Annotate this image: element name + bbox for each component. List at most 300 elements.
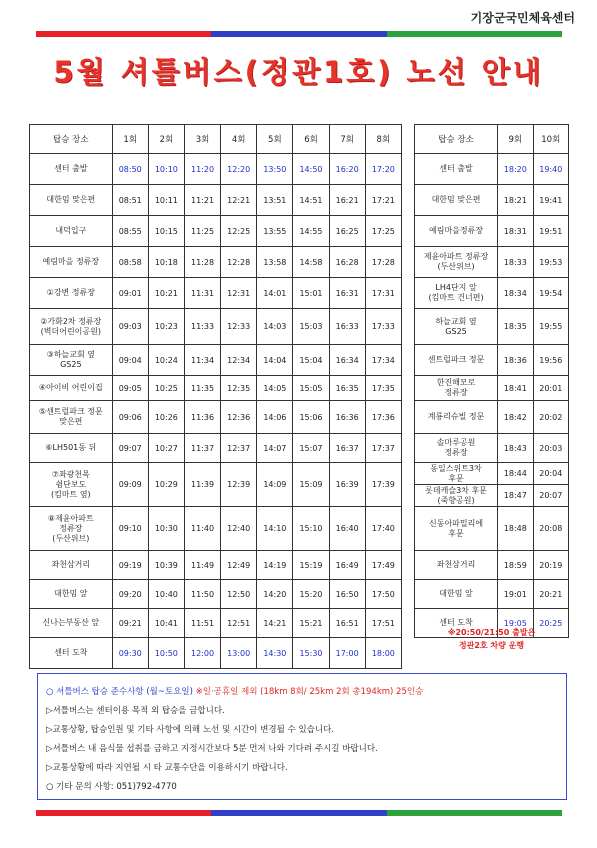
- departure-time: 16:36: [329, 401, 365, 434]
- departure-time: 20:21: [533, 580, 568, 609]
- stop-name-line: ①강변 정류장: [46, 288, 95, 297]
- table-row: [30, 638, 402, 669]
- stop-name: [30, 401, 113, 434]
- departure-time: 14:07: [257, 434, 293, 463]
- stop-name: [415, 216, 498, 247]
- departure-time: 08:55: [112, 216, 148, 247]
- table-row: [415, 278, 569, 309]
- stop-name: [30, 609, 113, 638]
- departure-time: 14:50: [293, 154, 329, 185]
- departure-time: 11:36: [184, 401, 220, 434]
- departure-time: 20:07: [533, 485, 568, 507]
- departure-time: 10:50: [148, 638, 184, 669]
- departure-time: 15:01: [293, 278, 329, 309]
- departure-time: 17:35: [365, 376, 401, 401]
- column-header: 9회: [498, 125, 533, 154]
- departure-time: 17:37: [365, 434, 401, 463]
- departure-time: 16:33: [329, 309, 365, 345]
- departure-time: 18:35: [498, 309, 533, 345]
- departure-time: 16:28: [329, 247, 365, 278]
- departure-time: 10:18: [148, 247, 184, 278]
- departure-time: 09:20: [112, 580, 148, 609]
- table-row: [30, 216, 402, 247]
- departure-time: 12:49: [221, 551, 257, 580]
- bottom-color-bar: [36, 810, 562, 816]
- page-title: 5월 셔틀버스(정관1호) 노선 안내: [53, 55, 544, 89]
- departure-time: 16:31: [329, 278, 365, 309]
- departure-time: 19:56: [533, 345, 568, 376]
- departure-time: 10:15: [148, 216, 184, 247]
- info-capacity-note: (18km 8회/ 25km 2회 총194km) 25인승: [260, 687, 424, 697]
- departure-time: 10:41: [148, 609, 184, 638]
- stop-name-line: GS25: [60, 360, 82, 369]
- table-row: [30, 185, 402, 216]
- table-row: [30, 376, 402, 401]
- table-row: [415, 376, 569, 401]
- departure-time: 13:58: [257, 247, 293, 278]
- departure-time: 12:50: [221, 580, 257, 609]
- departure-time: 17:50: [365, 580, 401, 609]
- stop-name-line: 대한밈 앞: [439, 589, 473, 598]
- organization-name: 기장군국민체육센터: [470, 11, 575, 25]
- departure-time: 18:43: [498, 434, 533, 463]
- departure-time: 11:50: [184, 580, 220, 609]
- departure-time: 12:40: [221, 507, 257, 551]
- departure-time: 12:25: [221, 216, 257, 247]
- departure-time: 15:20: [293, 580, 329, 609]
- info-line-food: ▷셔틀버스 내 음식물 섭취를 금하고 지정시간보다 5분 먼저 나와 기다려 주시길 바랍니다.: [46, 744, 378, 754]
- departure-time: 10:24: [148, 345, 184, 376]
- departure-time: 11:31: [184, 278, 220, 309]
- departure-time: 17:34: [365, 345, 401, 376]
- departure-time: 16:20: [329, 154, 365, 185]
- departure-time: 11:51: [184, 609, 220, 638]
- stop-name-line: (두산위브): [437, 262, 475, 271]
- departure-time: 18:42: [498, 401, 533, 434]
- departure-time: 09:09: [112, 463, 148, 507]
- departure-time: 18:47: [498, 485, 533, 507]
- departure-time: 19:01: [498, 580, 533, 609]
- departure-time: 15:05: [293, 376, 329, 401]
- stop-name: [30, 278, 113, 309]
- stop-name-line: 센터 출발: [54, 164, 88, 173]
- table-row: [30, 401, 402, 434]
- departure-time: 13:00: [221, 638, 257, 669]
- departure-time: 09:30: [112, 638, 148, 669]
- departure-time: 16:35: [329, 376, 365, 401]
- stop-name-line: 좌천삼거리: [436, 560, 476, 569]
- departure-time: 12:35: [221, 376, 257, 401]
- departure-time: 12:33: [221, 309, 257, 345]
- stop-name-line: 좌천삼거리: [51, 560, 91, 569]
- departure-time: 14:03: [257, 309, 293, 345]
- stop-name-line: 한진해모로: [436, 378, 476, 387]
- departure-time: 17:28: [365, 247, 401, 278]
- stop-name-line: 하늘교회 옆: [435, 316, 477, 326]
- stop-name-line: 후문: [448, 528, 464, 538]
- stop-name: [30, 507, 113, 551]
- stop-name-line: 신나는부동산 앞: [42, 618, 100, 627]
- departure-time: 11:39: [184, 463, 220, 507]
- stop-name: [30, 463, 113, 507]
- column-header: 8회: [365, 125, 401, 154]
- column-header: 3회: [184, 125, 220, 154]
- stop-name-line: GS25: [445, 326, 467, 336]
- departure-time: 10:11: [148, 185, 184, 216]
- stop-name-line: (죽향공원): [437, 495, 475, 505]
- stop-name-line: LH4단지 앞: [435, 283, 477, 292]
- departure-time: 15:09: [293, 463, 329, 507]
- stop-name-line: 정류장: [444, 448, 468, 457]
- stop-name: [415, 345, 498, 376]
- departure-time: 16:50: [329, 580, 365, 609]
- departure-time: 18:00: [365, 638, 401, 669]
- departure-time: 14:10: [257, 507, 293, 551]
- table-row: [30, 580, 402, 609]
- departure-time: 08:58: [112, 247, 148, 278]
- stop-name-line: 예림마을 정류장: [42, 257, 100, 266]
- departure-time: 12:51: [221, 609, 257, 638]
- departure-time: 17:20: [365, 154, 401, 185]
- departure-time: 15:19: [293, 551, 329, 580]
- departure-time: 09:07: [112, 434, 148, 463]
- stop-name: [415, 401, 498, 434]
- departure-time: 16:37: [329, 434, 365, 463]
- table-row: [30, 154, 402, 185]
- departure-time: 09:01: [112, 278, 148, 309]
- table-row: [415, 401, 569, 434]
- evening-note-line2: 정관2호 차량 운행: [458, 640, 525, 650]
- stop-name-line: 후문: [448, 473, 464, 483]
- departure-time: 09:19: [112, 551, 148, 580]
- top-color-bar: [36, 31, 562, 37]
- stop-name: [415, 434, 498, 463]
- departure-time: 09:03: [112, 309, 148, 345]
- departure-time: 13:50: [257, 154, 293, 185]
- stop-name: [30, 580, 113, 609]
- stop-name-line: 정류장: [444, 388, 468, 397]
- info-line-contact: ○ 기타 문의 사항: 051)792-4770: [46, 782, 177, 792]
- departure-time: 10:21: [148, 278, 184, 309]
- stop-name-line: 예림마을정류장: [428, 226, 484, 235]
- stop-name: [30, 309, 113, 345]
- departure-time: 08:50: [112, 154, 148, 185]
- column-header: 7회: [329, 125, 365, 154]
- column-header: 6회: [293, 125, 329, 154]
- departure-time: 10:29: [148, 463, 184, 507]
- table-row: [30, 247, 402, 278]
- table-row: [30, 551, 402, 580]
- departure-time: 16:39: [329, 463, 365, 507]
- departure-time: 13:51: [257, 185, 293, 216]
- table-row: [30, 278, 402, 309]
- departure-time: 11:49: [184, 551, 220, 580]
- stop-name-line: 쉼단보도: [55, 479, 87, 489]
- departure-time: 18:41: [498, 376, 533, 401]
- departure-time: 15:10: [293, 507, 329, 551]
- stop-name: [415, 376, 498, 401]
- departure-time: 20:08: [533, 507, 568, 551]
- departure-time: 18:31: [498, 216, 533, 247]
- table-row: [415, 463, 569, 485]
- departure-time: 20:02: [533, 401, 568, 434]
- info-box: [37, 673, 567, 800]
- departure-time: 10:23: [148, 309, 184, 345]
- info-rules-heading: [46, 683, 556, 702]
- table-row: [415, 185, 569, 216]
- table-row: [30, 309, 402, 345]
- info-line-purpose: ▷셔틀버스는 센터이용 목적 외 탑승을 금합니다.: [46, 706, 225, 716]
- departure-time: 09:06: [112, 401, 148, 434]
- stop-name: [415, 154, 498, 185]
- stop-name: [30, 247, 113, 278]
- departure-time: 20:01: [533, 376, 568, 401]
- stop-name-line: (킴마트 건너편): [428, 293, 484, 302]
- departure-time: 16:40: [329, 507, 365, 551]
- departure-time: 14:30: [257, 638, 293, 669]
- table-row: [415, 580, 569, 609]
- departure-time: 11:35: [184, 376, 220, 401]
- stop-name: [30, 638, 113, 669]
- departure-time: 12:28: [221, 247, 257, 278]
- departure-time: 19:40: [533, 154, 568, 185]
- departure-time: 14:04: [257, 345, 293, 376]
- departure-time: 12:00: [184, 638, 220, 669]
- stop-name: [30, 551, 113, 580]
- departure-time: 12:39: [221, 463, 257, 507]
- stop-name-line: 센터 도착: [439, 618, 473, 627]
- info-rules-title: ○ 셔틀버스 탑승 준수사항 (월~토요일): [46, 687, 193, 697]
- departure-time: 17:40: [365, 507, 401, 551]
- departure-time: 17:49: [365, 551, 401, 580]
- stop-name-line: 맞은편: [59, 417, 83, 426]
- stop-name: [30, 434, 113, 463]
- departure-time: 17:25: [365, 216, 401, 247]
- departure-time: 15:04: [293, 345, 329, 376]
- stop-name-line: 내덕입구: [55, 226, 87, 235]
- column-header: 2회: [148, 125, 184, 154]
- departure-time: 18:59: [498, 551, 533, 580]
- departure-time: 15:06: [293, 401, 329, 434]
- table-row: [415, 551, 569, 580]
- departure-time: 18:36: [498, 345, 533, 376]
- stop-name: [415, 580, 498, 609]
- departure-time: 14:01: [257, 278, 293, 309]
- departure-time: 16:49: [329, 551, 365, 580]
- departure-time: 18:21: [498, 185, 533, 216]
- departure-time: 19:05: [498, 609, 533, 638]
- stop-name-line: (벽더어린이공원): [40, 326, 101, 336]
- stop-name: [415, 551, 498, 580]
- departure-time: 17:39: [365, 463, 401, 507]
- departure-time: 17:51: [365, 609, 401, 638]
- departure-time: 09:05: [112, 376, 148, 401]
- departure-time: 11:28: [184, 247, 220, 278]
- departure-time: 12:34: [221, 345, 257, 376]
- departure-time: 15:30: [293, 638, 329, 669]
- stop-name-line: 센터 도착: [54, 648, 88, 657]
- departure-time: 17:31: [365, 278, 401, 309]
- departure-time: 14:05: [257, 376, 293, 401]
- departure-time: 09:21: [112, 609, 148, 638]
- departure-time: 17:36: [365, 401, 401, 434]
- departure-time: 20:03: [533, 434, 568, 463]
- stop-name: [415, 507, 498, 551]
- stop-name: [415, 278, 498, 309]
- stop-name-line: (킴마트 옆): [50, 489, 91, 499]
- departure-time: 19:53: [533, 247, 568, 278]
- stop-name-line: 계룡리슈빌 정문: [427, 412, 485, 421]
- departure-time: 18:48: [498, 507, 533, 551]
- departure-time: 18:33: [498, 247, 533, 278]
- column-header: 5회: [257, 125, 293, 154]
- stop-name: [30, 154, 113, 185]
- table-row: [415, 154, 569, 185]
- table-row: [415, 216, 569, 247]
- departure-time: 14:55: [293, 216, 329, 247]
- departure-time: 19:41: [533, 185, 568, 216]
- stop-name-line: 동일스위트3차: [430, 463, 482, 473]
- info-line-change: ▷교통상황, 탑승인원 및 기타 사항에 의해 노선 및 시간이 변경될 수 있습니다.: [46, 725, 334, 735]
- departure-time: 10:10: [148, 154, 184, 185]
- departure-time: 15:21: [293, 609, 329, 638]
- stop-name-line: 제윤아파트 정류장: [423, 252, 489, 261]
- departure-time: 10:26: [148, 401, 184, 434]
- departure-time: 10:27: [148, 434, 184, 463]
- stop-name: [415, 485, 498, 507]
- column-header: 탑승 장소: [30, 125, 113, 154]
- table-row: [415, 247, 569, 278]
- stop-name: [30, 185, 113, 216]
- table-row: [30, 507, 402, 551]
- stop-name: [415, 247, 498, 278]
- departure-time: 14:21: [257, 609, 293, 638]
- departure-time: 15:03: [293, 309, 329, 345]
- evening-note-line1: ※20:50/21:50 출발은: [447, 628, 536, 637]
- stop-name-line: 신동아파밀리에: [428, 518, 484, 528]
- stop-name-line: ④아이비 어린이집: [38, 383, 103, 392]
- departure-time: 18:20: [498, 154, 533, 185]
- table-row: [415, 507, 569, 551]
- evening-note: [414, 627, 569, 653]
- departure-time: 20:25: [533, 609, 568, 638]
- departure-time: 12:21: [221, 185, 257, 216]
- departure-time: 17:00: [329, 638, 365, 669]
- stop-name-line: ②가화2차 정류장: [40, 316, 102, 326]
- departure-time: 12:20: [221, 154, 257, 185]
- timetable-left: [29, 124, 402, 669]
- column-header: 1회: [112, 125, 148, 154]
- departure-time: 14:06: [257, 401, 293, 434]
- departure-time: 10:25: [148, 376, 184, 401]
- stop-name-line: ③하늘교회 옆: [46, 350, 95, 359]
- column-header: 탑승 장소: [415, 125, 498, 154]
- stop-name: [415, 185, 498, 216]
- stop-name-line: 대한밈 맞은편: [46, 195, 96, 204]
- stop-name: [30, 345, 113, 376]
- stop-name: [30, 216, 113, 247]
- departure-time: 17:21: [365, 185, 401, 216]
- departure-time: 17:33: [365, 309, 401, 345]
- departure-time: 11:40: [184, 507, 220, 551]
- table-row: [415, 345, 569, 376]
- table-row: [415, 434, 569, 463]
- departure-time: 14:51: [293, 185, 329, 216]
- stop-name-line: 정류장: [59, 523, 83, 533]
- stop-name-line: 솔마루공원: [436, 438, 476, 447]
- info-holiday-note: ※일·공휴일 제외: [195, 687, 258, 697]
- departure-time: 20:04: [533, 463, 568, 485]
- table-row: [30, 345, 402, 376]
- departure-time: 10:40: [148, 580, 184, 609]
- departure-time: 16:21: [329, 185, 365, 216]
- departure-time: 14:20: [257, 580, 293, 609]
- stop-name-line: ⑧제윤아파트: [47, 513, 94, 523]
- table-row: [415, 485, 569, 507]
- departure-time: 11:21: [184, 185, 220, 216]
- departure-time: 10:39: [148, 551, 184, 580]
- stop-name-line: ⑥LH501동 뒤: [45, 443, 97, 452]
- stop-name-line: ⑤센트럴파크 정문: [38, 407, 103, 416]
- table-row: [30, 463, 402, 507]
- departure-time: 13:55: [257, 216, 293, 247]
- departure-time: 09:10: [112, 507, 148, 551]
- departure-time: 12:37: [221, 434, 257, 463]
- table-row: [415, 309, 569, 345]
- departure-time: 11:37: [184, 434, 220, 463]
- departure-time: 11:25: [184, 216, 220, 247]
- departure-time: 19:55: [533, 309, 568, 345]
- departure-time: 16:51: [329, 609, 365, 638]
- departure-time: 14:58: [293, 247, 329, 278]
- table-row: [30, 434, 402, 463]
- departure-time: 11:20: [184, 154, 220, 185]
- departure-time: 18:34: [498, 278, 533, 309]
- departure-time: 20:19: [533, 551, 568, 580]
- departure-time: 18:44: [498, 463, 533, 485]
- stop-name-line: 롯데캐슬3차 후문: [425, 485, 487, 495]
- stop-name-line: 센터 출발: [439, 164, 473, 173]
- info-line-delay: ▷교통상황에 따라 지연될 시 타 교통수단을 이용하시기 바랍니다.: [46, 763, 288, 773]
- column-header: 4회: [221, 125, 257, 154]
- table-row: [30, 609, 402, 638]
- departure-time: 14:19: [257, 551, 293, 580]
- departure-time: 12:36: [221, 401, 257, 434]
- departure-time: 14:09: [257, 463, 293, 507]
- stop-name-line: ⑦좌광천목: [51, 469, 90, 479]
- timetable-right: [414, 124, 569, 638]
- stop-name-line: 대한밈 앞: [54, 589, 88, 598]
- departure-time: 19:51: [533, 216, 568, 247]
- stop-name-line: 대한밈 맞은편: [431, 195, 481, 204]
- departure-time: 09:04: [112, 345, 148, 376]
- departure-time: 19:54: [533, 278, 568, 309]
- stop-name-line: 센트럴파크 정문: [427, 355, 485, 364]
- departure-time: 15:07: [293, 434, 329, 463]
- stop-name: [30, 376, 113, 401]
- departure-time: 11:34: [184, 345, 220, 376]
- departure-time: 08:51: [112, 185, 148, 216]
- stop-name: [415, 309, 498, 345]
- departure-time: 11:33: [184, 309, 220, 345]
- stop-name-line: (두산위브): [52, 533, 90, 543]
- departure-time: 16:34: [329, 345, 365, 376]
- column-header: 10회: [533, 125, 568, 154]
- departure-time: 10:30: [148, 507, 184, 551]
- departure-time: 16:25: [329, 216, 365, 247]
- departure-time: 12:31: [221, 278, 257, 309]
- stop-name: [415, 463, 498, 485]
